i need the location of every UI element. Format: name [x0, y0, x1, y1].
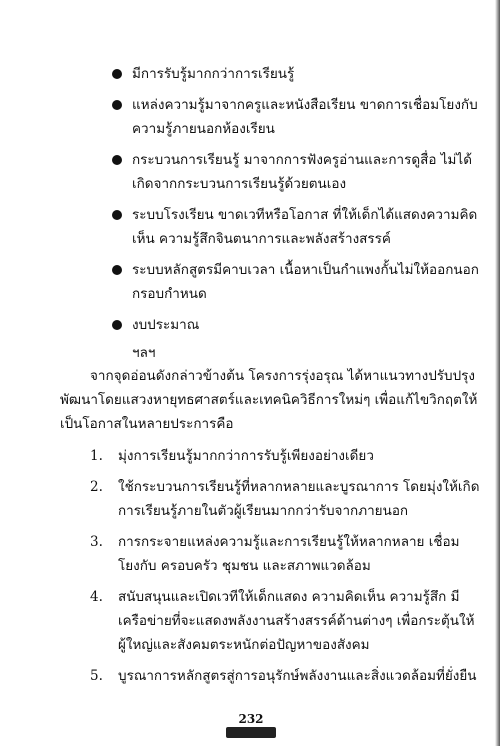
paragraph-text: จากจุดอ่อนดังกล่าวข้างต้น โครงการรุ่งอรุณ ได้หาแนวทางปรับปรุงพัฒนาโดยแสวงหายุทธศาสตร์และเทคนิควิธีการใหม่ๆ เพื่อแก้ไขวิกฤตให้เป็นโอกาสในหลายประการคือ	[60, 368, 478, 432]
bullet-text: ระบบหลักสูตรมีคาบเวลา เนื้อหาเป็นกำแพงกั้นไม่ให้ออกนอกกรอบกำหนด	[132, 262, 479, 302]
numbered-list	[90, 444, 480, 695]
item-text: การกระจายแหล่งความรู้และการเรียนรู้ให้หลากหลาย เชื่อมโยงกับ ครอบครัว ชุมชน และสภาพแวดล้อม	[118, 534, 460, 574]
bullet-icon	[112, 69, 122, 79]
item-number: 4.	[90, 589, 103, 605]
numbered-item	[90, 475, 480, 523]
bullet-text: กระบวนการเรียนรู้ มาจากการฟังครูอ่านและการดูสื่อ ไม่ได้เกิดจากกระบวนการเรียนรู้ด้วยตนเอง	[132, 152, 472, 192]
numbered-item	[90, 530, 480, 578]
bullet-text: งบประมาณ	[132, 317, 200, 333]
bullet-item	[110, 313, 480, 337]
bullet-item	[110, 62, 480, 86]
item-number: 3.	[90, 534, 103, 550]
item-text: สนับสนุนและเปิดเวทีให้เด็กแสดง ความคิดเห็น ความรู้สึก มีเครือข่ายที่จะแสดงพลังงานสร้างสรรค์ด้านต่างๆ เพื่อกระตุ้นให้ผู้ใหญ่และสังคมตระหนักต่อปัญหาของสังคม	[118, 589, 475, 653]
bullet-icon	[112, 155, 122, 165]
body-paragraph	[60, 364, 480, 436]
page-number: 232	[238, 712, 264, 726]
bullet-icon	[112, 210, 122, 220]
item-text: มุ่งการเรียนรู้มากกว่าการรับรู้เพียงอย่างเดียว	[118, 448, 374, 464]
bullet-icon	[112, 320, 122, 330]
bullet-item	[110, 203, 480, 251]
page-edge-shadow	[495, 0, 500, 746]
bullet-item	[110, 258, 480, 306]
bullet-icon	[112, 100, 122, 110]
bullet-text: มีการรับรู้มากกว่าการเรียนรู้	[132, 66, 295, 82]
bullet-icon	[112, 265, 122, 275]
footer-logo-icon	[226, 727, 276, 738]
etc-text: ฯลฯ	[132, 345, 156, 361]
item-number: 5.	[90, 668, 103, 684]
page-footer	[225, 713, 277, 738]
numbered-item	[90, 664, 480, 688]
bullet-list	[110, 62, 480, 365]
bullet-item	[110, 148, 480, 196]
item-number: 2.	[90, 479, 103, 495]
bullet-text: แหล่งความรู้มาจากครูและหนังสือเรียน ขาดการเชื่อมโยงกับความรู้ภายนอกห้องเรียน	[132, 97, 478, 137]
numbered-item	[90, 444, 480, 468]
bullet-item	[110, 93, 480, 141]
item-number: 1.	[90, 448, 103, 464]
item-text: บูรณาการหลักสูตรสู่การอนุรักษ์พลังงานและสิ่งแวดล้อมที่ยั่งยืน	[118, 668, 477, 684]
bullet-text: ระบบโรงเรียน ขาดเวทีหรือโอกาส ที่ให้เด็กได้แสดงความคิดเห็น ความรู้สึกจินตนาการและพลังสร้างสรรค์	[132, 207, 478, 247]
item-text: ใช้กระบวนการเรียนรู้ที่หลากหลายและบูรณาการ โดยมุ่งให้เกิดการเรียนรู้ภายในตัวผู้เรียนมากกว่ารับจากภายนอก	[118, 479, 480, 519]
numbered-item	[90, 585, 480, 657]
